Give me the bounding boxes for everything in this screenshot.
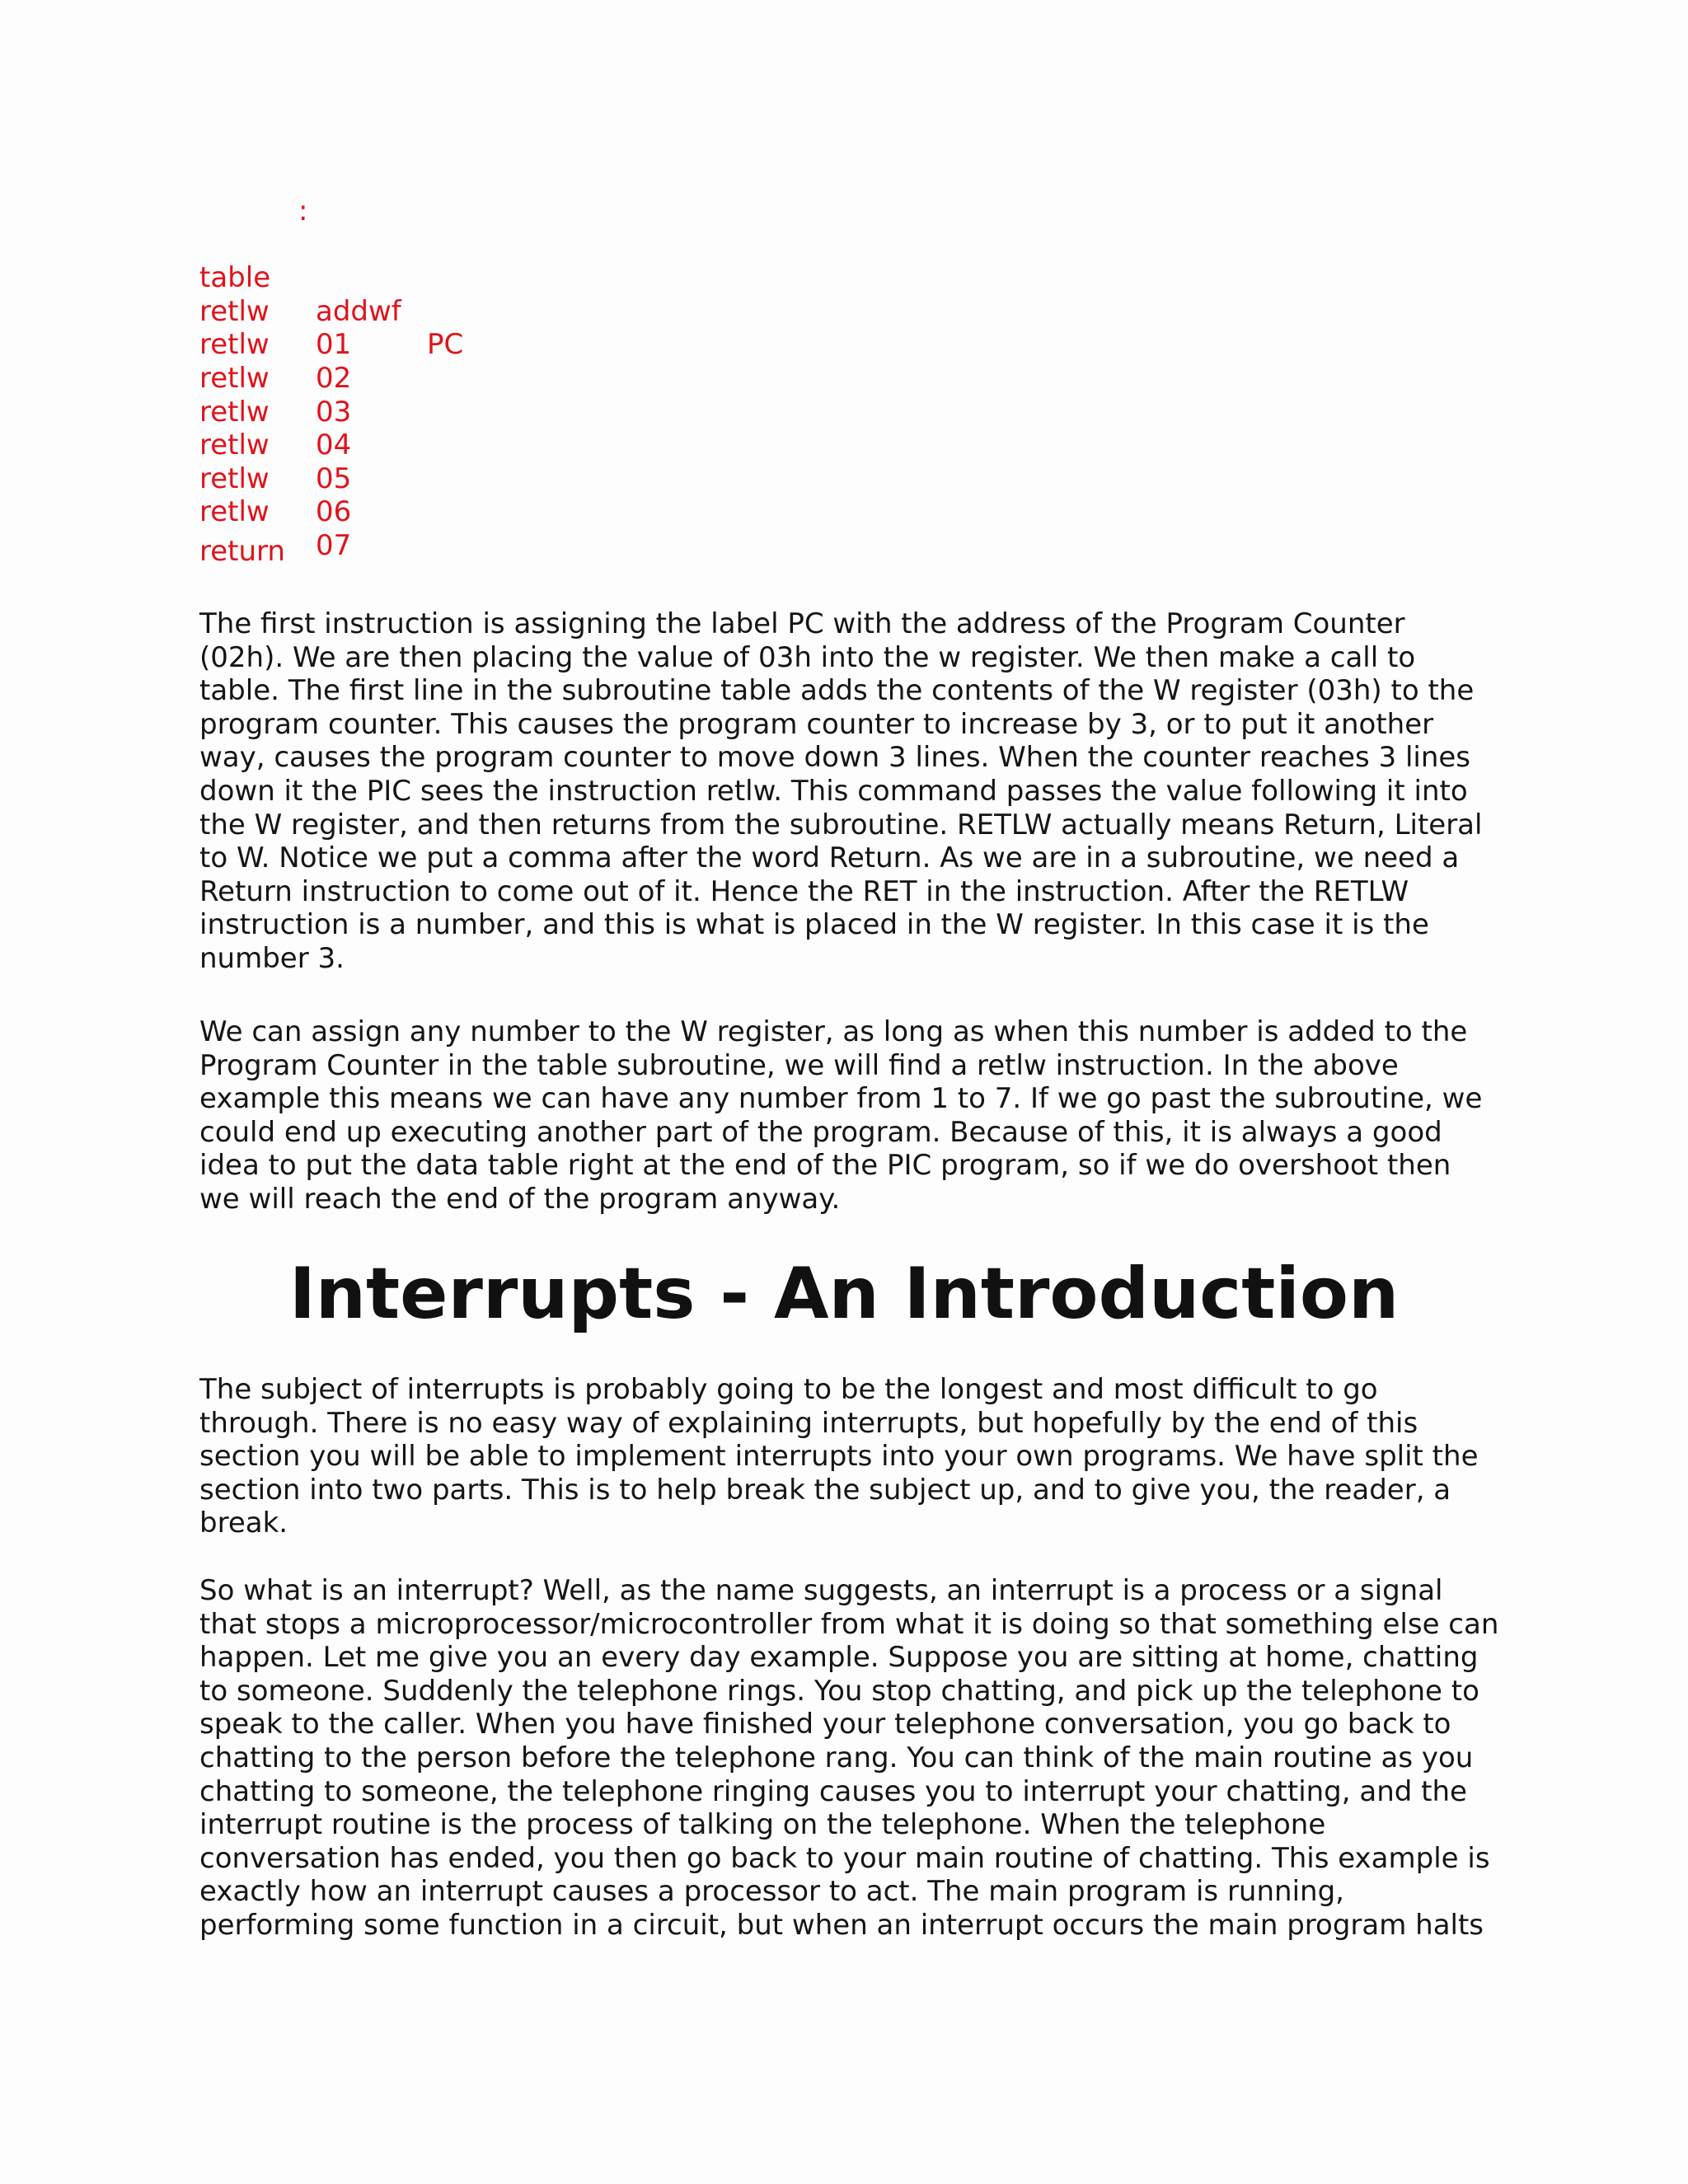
code-operand: 01	[316, 328, 352, 362]
paragraph-w-register: We can assign any number to the W register, as long as when this number is added to the Program Counter in the table subroutine, we will find a retlw instruction. In the above example this means we can have any number from 1 to 7. If we go past the subroutine, we could end up executing another part of the program. Because of this, it is always a good idea to put the data table right at the end of the PIC program, so if we do overshoot then we will reach the end of the program anyway.	[199, 1015, 1483, 1216]
code-instruction: retlw	[199, 462, 270, 495]
code-operand: 04	[316, 429, 352, 462]
code-return: return	[199, 535, 285, 568]
paragraph-what-is-interrupt: So what is an interrupt? Well, as the name suggests, an interrupt is a process or a signal that stops a microprocessor/microcontroller from what it is doing so that something else can happen. Let me give you an every day example. Suppose you are sitting at home, chatting to someone. Suddenly the telephone rings. You stop chatting, and pick up the telephone to speak to the caller. When you have finished your telephone conversation, you go back to chatting to the person before the telephone rang. You can think of the main routine as you chatting to someone, the telephone ringing causes you to interrupt your chatting, and the interrupt routine is the process of talking on the telephone. When the telephone conversation has ended, you then go back to your main routine of chatting. This example is exactly how an interrupt causes a processor to act. The main program is running, performing some function in a circuit, but when an interrupt occurs the main program halts	[199, 1574, 1499, 1942]
code-label: table	[199, 261, 271, 295]
code-instruction: retlw	[199, 395, 270, 429]
code-operand: 05	[316, 462, 352, 495]
code-instruction: retlw	[199, 361, 270, 395]
code-line	[199, 261, 352, 362]
code-instruction: retlw	[199, 294, 270, 328]
code-operand: PC	[427, 328, 464, 362]
code-operand: 07	[316, 528, 352, 562]
section-heading: Interrupts - An Introduction	[288, 1253, 1400, 1335]
code-operand: 02	[316, 361, 352, 395]
paragraph-table-explanation: The first instruction is assigning the label PC with the address of the Program Counter (02h). We are then placing the value of 03h into the w register. We then make a call to table. The first line in the subroutine table adds the contents of the W register (03h) to the program counter. This causes the program counter to increase by 3, or to put it another way, causes the program counter to move down 3 lines. When the counter reaches 3 lines down it the PIC sees the instruction retlw. This command passes the value following it into the W register, and then returns from the subroutine. RETLW actually means Return, Literal to W. Notice we put a comma after the word Return. As we are in a subroutine, we need a Return instruction to come out of it. Hence the RET in the instruction. After the RETLW instruction is a number, and this is what is placed in the W register. In this case it is the number 3.	[199, 607, 1483, 975]
code-instruction: retlw	[199, 495, 270, 529]
code-colon: :	[298, 194, 308, 227]
code-operand: 06	[316, 495, 352, 529]
code-operand: 03	[316, 395, 352, 429]
code-instruction: retlw	[199, 429, 270, 462]
paragraph-interrupts-intro: The subject of interrupts is probably going to be the longest and most difficult to go through. There is no easy way of explaining interrupts, but hopefully by the end of this section you will be able to implement interrupts into your own programs. We have split the section into two parts. This is to help break the subject up, and to give you, the reader, a break.	[199, 1373, 1479, 1540]
code-instruction: addwf	[316, 294, 401, 328]
code-instruction: retlw	[199, 328, 270, 362]
